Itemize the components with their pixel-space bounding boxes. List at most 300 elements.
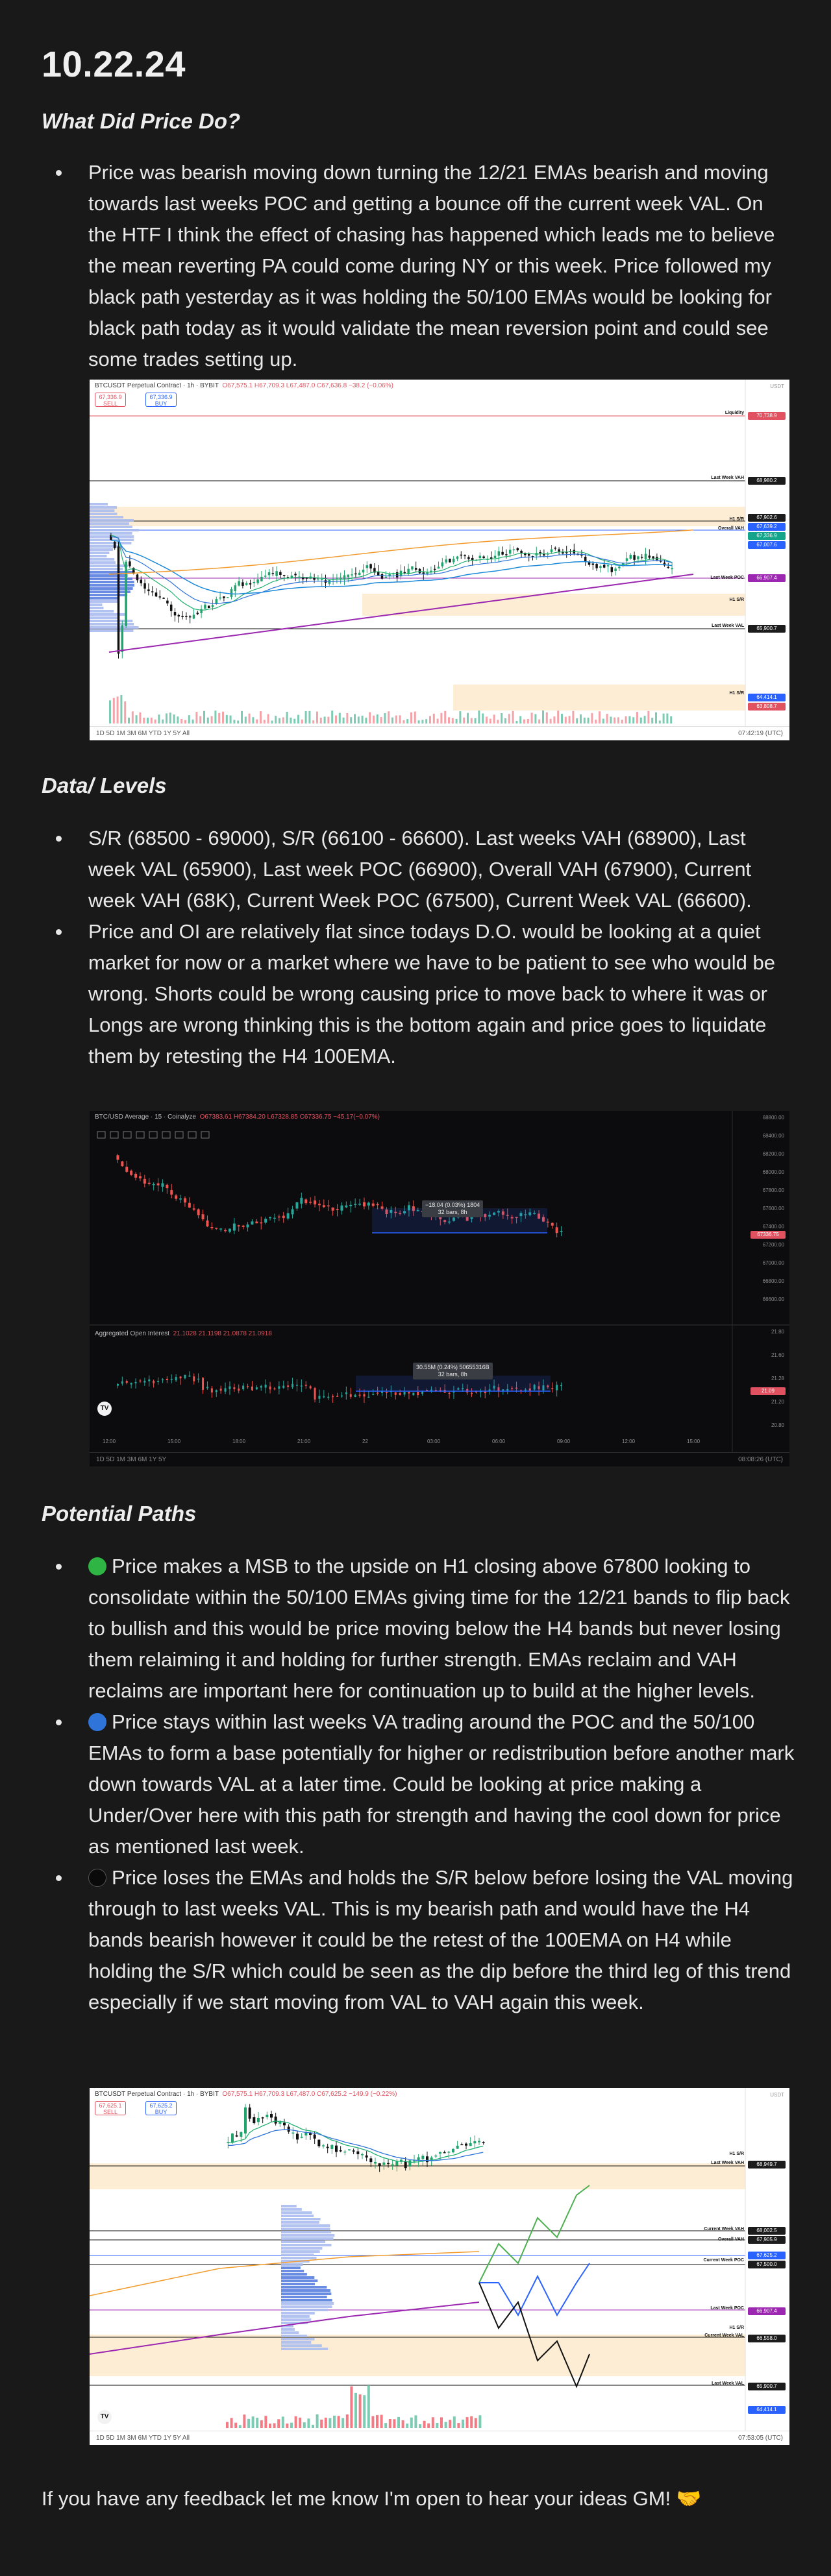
volume-profile-bar — [90, 565, 128, 567]
volume-bar — [346, 713, 348, 723]
candle — [372, 1204, 375, 1206]
volume-bar — [395, 716, 397, 723]
candle — [399, 1393, 401, 1395]
volume-profile-bar — [281, 2237, 334, 2240]
volume-bar — [515, 721, 517, 723]
volume-profile-bar — [90, 516, 123, 518]
volume-bar — [252, 717, 254, 723]
candle — [505, 554, 508, 555]
volume-bar — [312, 2425, 314, 2428]
candle — [188, 1203, 191, 1208]
volume-bar — [226, 2422, 229, 2428]
volume-bar — [279, 718, 280, 723]
scale-tick: 68800.00 — [762, 1115, 784, 1121]
candle — [260, 577, 263, 581]
oi-scale-tick: 21.20 — [771, 1399, 784, 1405]
volume-bar — [501, 713, 502, 723]
volume-profile-bar — [281, 2296, 327, 2298]
candle — [441, 563, 444, 566]
currency-label: USDT — [770, 2092, 784, 2098]
volume-bar — [557, 711, 559, 723]
volume-profile-bar — [281, 2263, 303, 2266]
price-tag: 64,414.1 — [748, 2406, 786, 2414]
volume-profile-bar — [90, 506, 117, 509]
candle — [404, 2161, 407, 2168]
chart3-ohlc: O67,575.1 H67,709.3 L67,487.0 C67,625.2 −149.9 (−0.22%) — [222, 2091, 397, 2098]
chart2-time: 08:08:26 (UTC) — [738, 1456, 783, 1463]
candle — [153, 1381, 155, 1383]
volume-bar — [363, 2395, 366, 2428]
volume-bar — [312, 720, 314, 723]
volume-bar — [471, 718, 473, 723]
candle — [184, 1375, 186, 1378]
candle — [171, 1379, 173, 1380]
volume-bar — [271, 721, 273, 724]
volume-bar — [350, 2387, 353, 2428]
volume-bar — [433, 714, 435, 723]
candle — [236, 2135, 238, 2137]
candle — [278, 1217, 280, 1218]
chart3-svg — [90, 2088, 789, 2445]
volume-bar — [180, 719, 182, 723]
volume-bar — [151, 718, 153, 723]
volume-bar — [320, 2420, 323, 2428]
volume-bar — [128, 718, 130, 723]
volume-bar — [341, 2418, 344, 2428]
sell-button[interactable]: 67,336.9 SELL — [95, 393, 126, 407]
level-label: Last Week VAH — [711, 476, 744, 480]
candle — [310, 1386, 312, 1388]
volume-bar — [376, 2415, 378, 2428]
volume-bar — [346, 2414, 349, 2428]
volume-bar — [647, 711, 649, 723]
candle — [238, 1225, 240, 1226]
candle — [479, 556, 482, 559]
candle — [143, 583, 146, 589]
time-tick: 12:00 — [103, 1439, 116, 1444]
volume-bar — [410, 2418, 413, 2428]
paths-bullets — [42, 1551, 795, 2018]
volume-bar — [595, 720, 597, 723]
candle — [517, 548, 519, 550]
candle — [305, 1385, 307, 1386]
candle — [449, 1393, 451, 1394]
ema-line — [228, 2130, 483, 2161]
volume-bar — [367, 2385, 370, 2428]
volume-bar — [192, 720, 194, 723]
volume-bar — [260, 711, 262, 723]
candle — [354, 1395, 356, 1397]
candle — [301, 2137, 303, 2138]
candle — [618, 566, 621, 568]
volume-bar — [538, 720, 540, 723]
volume-profile-bar — [281, 2257, 316, 2259]
candle — [249, 583, 252, 585]
volume-bar — [273, 2424, 276, 2428]
candle — [584, 557, 587, 562]
volume-bar — [421, 720, 423, 723]
candle — [404, 572, 406, 574]
price-tag: 66,558.0 — [748, 2335, 786, 2342]
volume-bar — [207, 718, 209, 723]
candle — [366, 2156, 368, 2157]
candle — [302, 577, 304, 579]
candle — [230, 589, 233, 597]
volume-profile-bar — [90, 613, 125, 616]
candle — [242, 582, 244, 586]
volume-bar — [290, 2423, 293, 2428]
volume-bar — [478, 2415, 481, 2428]
tradingview-logo: TV — [97, 2410, 112, 2424]
volume-bar — [166, 713, 167, 723]
chart2-ohlc: O67383.61 H67384.20 L67328.85 C67336.75 −45.17(−0.07%) — [199, 1113, 380, 1121]
volume-bar — [512, 711, 514, 723]
candle — [419, 569, 421, 574]
volume-bar — [335, 716, 337, 723]
candle — [445, 559, 447, 562]
candle — [253, 2117, 255, 2123]
volume-profile-bar — [281, 2279, 317, 2282]
heading-potential-paths: Potential Paths — [42, 1501, 197, 1525]
candle — [336, 1209, 339, 1210]
candle — [482, 557, 485, 558]
candle — [287, 1385, 289, 1387]
candle — [231, 2133, 234, 2142]
volume-bar — [606, 714, 608, 723]
candle — [193, 614, 195, 618]
heading-data-levels: Data/ Levels — [42, 773, 167, 797]
volume-bar — [467, 713, 469, 723]
candle — [453, 559, 455, 562]
volume-bar — [427, 2424, 430, 2428]
candle — [270, 2114, 273, 2118]
buy-button[interactable]: 67,625.2 BUY — [145, 2101, 177, 2115]
candle — [471, 558, 474, 560]
btcusdt-1h-chart — [90, 380, 789, 740]
price-tag: 67,902.6 — [748, 514, 786, 522]
volume-bar — [339, 713, 341, 723]
volume-bar — [324, 716, 326, 723]
volume-bar — [226, 715, 228, 723]
volume-bar — [188, 715, 190, 723]
candle — [291, 1209, 294, 1215]
candle — [204, 605, 206, 609]
candle — [251, 1221, 253, 1224]
volume-bar — [320, 718, 322, 723]
candle — [166, 601, 169, 603]
candle — [268, 572, 271, 576]
candle — [139, 1381, 141, 1382]
volume-bar — [546, 712, 548, 723]
candle — [469, 2143, 472, 2146]
volume-bar — [241, 711, 243, 723]
volume-bar — [269, 2424, 271, 2428]
candle — [382, 2163, 385, 2165]
volume-profile-bar — [281, 2344, 322, 2347]
volume-bar — [508, 714, 510, 723]
candle — [498, 551, 501, 555]
candle — [354, 574, 357, 575]
candle — [309, 1202, 312, 1203]
candle — [212, 605, 214, 607]
candle — [178, 615, 180, 616]
candle — [134, 1174, 137, 1178]
candle — [381, 574, 384, 579]
volume-bar — [369, 712, 371, 723]
green-path — [479, 2185, 589, 2283]
volume-bar — [308, 711, 310, 723]
tool-icon — [188, 1132, 196, 1138]
volume-bar — [531, 712, 533, 723]
candle — [264, 1219, 267, 1222]
oi-scale-tick: 21.80 — [771, 1329, 784, 1335]
volume-profile-bar — [281, 2205, 297, 2207]
volume-bar — [247, 2419, 250, 2428]
candle — [269, 1217, 271, 1219]
volume-bar — [610, 716, 612, 723]
volume-bar — [663, 714, 665, 723]
volume-profile-bar — [281, 2276, 314, 2279]
volume-profile-bar — [281, 2292, 331, 2295]
volume-bar — [659, 720, 661, 723]
chart1-svg — [90, 380, 789, 740]
volume-profile-bar — [281, 2247, 322, 2250]
tool-icon — [136, 1132, 144, 1138]
volume-bar — [425, 719, 427, 723]
volume-profile-bar — [90, 552, 109, 554]
candle — [551, 1223, 554, 1226]
candle — [465, 2144, 467, 2146]
time-tick: 15:00 — [167, 1439, 181, 1444]
volume-profile-bar — [90, 513, 117, 515]
candle — [434, 2156, 437, 2157]
volume-profile-bar — [90, 548, 113, 551]
candle — [153, 1184, 155, 1185]
volume-bar — [297, 715, 299, 723]
volume-bar — [371, 2416, 374, 2428]
volume-bar — [406, 2424, 408, 2428]
candle — [219, 1228, 222, 1230]
candle — [456, 2146, 459, 2149]
volume-profile-bar — [281, 2234, 334, 2237]
candle — [282, 1386, 284, 1388]
candle — [234, 585, 237, 591]
volume-profile-bar — [90, 526, 132, 528]
sr-zone — [453, 685, 745, 711]
price-tag: 66,907.4 — [748, 2307, 786, 2315]
volume-bar — [331, 711, 333, 723]
candle — [372, 1394, 374, 1396]
candle — [551, 1388, 553, 1389]
volume-profile-bar — [90, 623, 134, 626]
blue-path — [479, 2263, 589, 2315]
candle — [335, 2146, 338, 2152]
scale-tick: 67200.00 — [762, 1242, 784, 1248]
volume-bar — [256, 2418, 258, 2428]
candle — [556, 1385, 558, 1390]
candle — [170, 1190, 173, 1195]
timeframe-buttons[interactable]: 1D 5D 1M 3M 6M YTD 1Y 5Y All — [96, 2435, 190, 2442]
scale-tick: 68200.00 — [762, 1151, 784, 1157]
candle — [595, 564, 598, 568]
candle — [174, 612, 177, 615]
volume-profile-bar — [90, 503, 108, 505]
candle — [253, 582, 256, 583]
candle — [256, 579, 259, 583]
tool-icon — [175, 1132, 183, 1138]
candle — [626, 558, 628, 561]
candle — [125, 562, 127, 626]
candle — [614, 568, 617, 571]
candle — [363, 1394, 365, 1396]
volume-bar — [256, 720, 258, 723]
candle — [378, 2163, 381, 2166]
volume-bar — [580, 714, 582, 723]
volume-profile-bar — [90, 603, 102, 606]
time-tick: 03:00 — [427, 1439, 441, 1444]
volume-profile-bar — [90, 558, 114, 561]
volume-bar — [199, 716, 201, 723]
volume-bar — [316, 2414, 319, 2428]
time-tick: 09:00 — [557, 1439, 571, 1444]
sr-zone — [90, 507, 745, 526]
volume-bar — [117, 696, 119, 723]
scale-tick: 67800.00 — [762, 1187, 784, 1193]
volume-bar — [354, 2393, 357, 2428]
volume-profile-bar — [281, 2309, 328, 2311]
candle — [556, 1227, 558, 1233]
volume-bar — [243, 2414, 245, 2428]
volume-profile-bar — [281, 2231, 331, 2233]
time-tick: 18:00 — [232, 1439, 246, 1444]
volume-bar — [466, 2417, 469, 2428]
volume-profile-bar — [281, 2211, 312, 2214]
candle — [245, 583, 248, 585]
volume-bar — [377, 714, 378, 723]
candle — [456, 557, 459, 559]
heading-what-did-price-do: What Did Price Do? — [42, 109, 241, 133]
candle — [262, 2117, 264, 2119]
volume-bar — [113, 698, 115, 723]
oi-scale-tick: 21.28 — [771, 1376, 784, 1381]
candle — [641, 557, 643, 558]
oi-measure-box: 30.55M (0.24%) 50655316B 32 bars, 8h — [413, 1363, 493, 1379]
volume-bar — [456, 719, 458, 723]
levels-bullets — [42, 823, 795, 1072]
volume-bar — [307, 2418, 310, 2428]
volume-profile-bar — [90, 629, 133, 632]
volume-profile-bar — [90, 529, 139, 531]
candle — [633, 555, 636, 559]
buy-button[interactable]: 67,336.9 BUY — [145, 393, 177, 407]
volume-profile-bar — [281, 2254, 314, 2256]
chart2-header: BTC/USD Average · 15 · Coinalyze — [95, 1113, 196, 1121]
level-label: Last Week POC — [710, 576, 744, 580]
candle — [116, 1155, 119, 1160]
candle — [110, 535, 112, 540]
oi-scale-tick: 21.60 — [771, 1352, 784, 1358]
volume-bar — [391, 718, 393, 723]
candle — [184, 1198, 186, 1203]
volume-profile-bar — [90, 555, 107, 557]
candle — [471, 1393, 473, 1394]
volume-bar — [436, 2423, 438, 2428]
volume-bar — [445, 2422, 447, 2428]
volume-bar — [628, 716, 630, 723]
volume-bar — [542, 711, 544, 723]
candle — [381, 1391, 383, 1392]
time-tick: 22 — [362, 1439, 368, 1444]
candle — [386, 1392, 388, 1393]
volume-profile-bar — [281, 2318, 311, 2321]
volume-bar — [534, 714, 536, 723]
page-title: 10.22.24 — [42, 43, 186, 84]
price-tag: 68,949.7 — [748, 2161, 786, 2169]
candle — [260, 1222, 262, 1224]
candle — [273, 1218, 276, 1219]
candle — [358, 1204, 361, 1205]
timeframe-buttons[interactable]: 1D 5D 1M 3M 6M YTD 1Y 5Y All — [96, 730, 190, 737]
candle — [181, 616, 184, 617]
volume-profile-bar — [90, 597, 118, 600]
candle — [143, 1179, 146, 1184]
volume-bar — [403, 720, 404, 723]
candle — [291, 2133, 294, 2134]
price-bullets — [42, 157, 795, 375]
level-label: H1 S/R — [729, 691, 744, 696]
candle — [413, 2161, 416, 2162]
candle — [216, 1390, 217, 1392]
volume-bar — [299, 2418, 301, 2428]
volume-bar — [625, 716, 627, 723]
candle — [314, 2135, 316, 2139]
level-label: Current Week VAL — [704, 2333, 744, 2338]
candle — [592, 563, 595, 565]
candle — [396, 572, 399, 577]
level-label: Overall VAH — [718, 2237, 744, 2242]
level-label: Liquidity — [725, 411, 744, 415]
volume-profile-bar — [90, 581, 134, 583]
volume-bar — [286, 712, 288, 723]
volume-bar — [333, 2416, 336, 2428]
volume-bar — [158, 714, 160, 723]
volume-profile-bar — [90, 519, 134, 522]
candle — [269, 1387, 271, 1389]
candle — [180, 1376, 182, 1378]
candle — [197, 1379, 199, 1380]
volume-profile-bar — [281, 2286, 327, 2289]
volume-bar — [651, 718, 653, 723]
volume-bar — [234, 2423, 237, 2428]
volume-bar — [640, 718, 642, 723]
chart3-time: 07:53:05 (UTC) — [738, 2435, 783, 2442]
candle — [188, 1376, 190, 1377]
candle — [251, 1387, 253, 1391]
volume-bar — [143, 718, 145, 723]
timeframe-buttons[interactable]: 1D 5D 1M 3M 6M 1Y 5Y — [96, 1456, 167, 1463]
volume-bar — [463, 718, 465, 723]
volume-bar — [475, 2418, 477, 2428]
candle — [318, 1204, 321, 1205]
volume-profile-bar — [90, 616, 119, 619]
sell-button[interactable]: 67,625.1 SELL — [95, 2101, 126, 2115]
candle — [551, 550, 553, 553]
candle — [349, 1205, 352, 1206]
volume-bar — [132, 711, 134, 723]
volume-bar — [249, 714, 251, 723]
candle — [309, 2133, 312, 2135]
candle — [296, 2134, 299, 2140]
